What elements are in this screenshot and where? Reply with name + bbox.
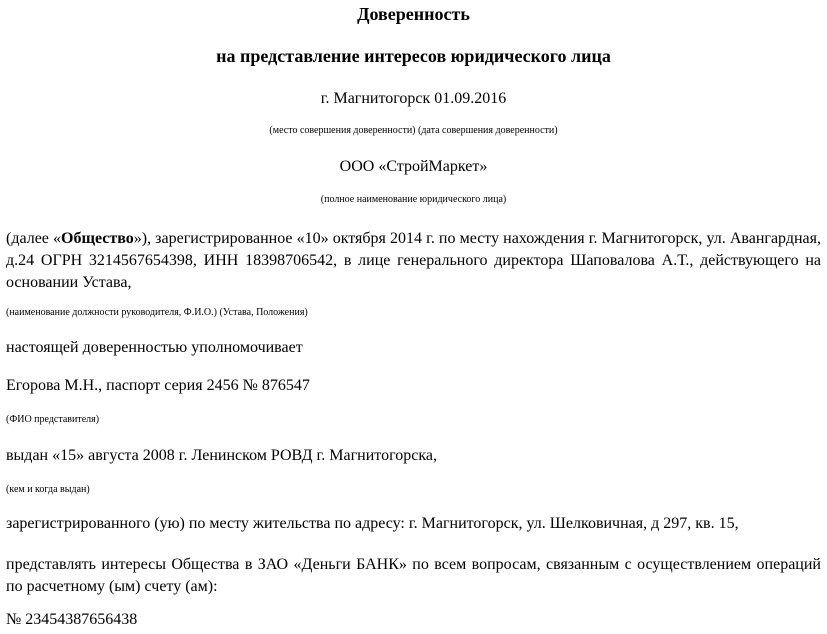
- authorizes-text: настоящей доверенностью уполномочивает: [6, 339, 303, 356]
- place-date: г. Магнитогорск 01.09.2016: [320, 90, 507, 107]
- represent-paragraph: представлять интересы Общества в ЗАО «Деньги БАНК» по всем вопросам, связанным с осуществлением операций по расчетному (ым) счету (ам):: [6, 556, 821, 595]
- passport-issued-text: выдан «15» августа 2008 г. Ленинском РОВД г. Магнитогорска,: [6, 447, 437, 464]
- document-title: Доверенность: [357, 4, 470, 24]
- society-paragraph: [6, 228, 821, 294]
- document-subtitle: на представление интересов юридического лица: [216, 46, 611, 66]
- company-name: ООО «СтройМаркет»: [339, 158, 488, 175]
- representative-text: Егорова М.Н., паспорт серия 2456 № 876547: [6, 377, 310, 394]
- society-bold-term: Общество: [61, 230, 134, 247]
- registered-address-text: зарегистрированного (ую) по месту жительства по адресу: г. Магнитогорск, ул. Шелковичная, д 297, кв. 15,: [6, 515, 739, 532]
- society-rest: »), зарегистрированное «10» октября 2014 г. по месту нахождения г. Магнитогорск, ул. Авангардная, д.24 ОГРН 3214567654398, ИНН 18398706542, в лице генерального директора Шаповалова А.Т., действующего на основании Устава,: [6, 230, 822, 291]
- society-prefix: (далее «: [6, 230, 61, 247]
- director-caption: (наименование должности руководителя, Ф.И.О.) (Устава, Положения): [6, 307, 308, 318]
- place-date-caption: (место совершения доверенности) (дата совершения доверенности): [269, 125, 558, 136]
- account-number: № 23454387656438: [6, 611, 138, 628]
- representative-caption: (ФИО представителя): [6, 414, 100, 425]
- company-name-caption: (полное наименование юридического лица): [320, 194, 507, 205]
- issued-caption: (кем и когда выдан): [6, 484, 90, 495]
